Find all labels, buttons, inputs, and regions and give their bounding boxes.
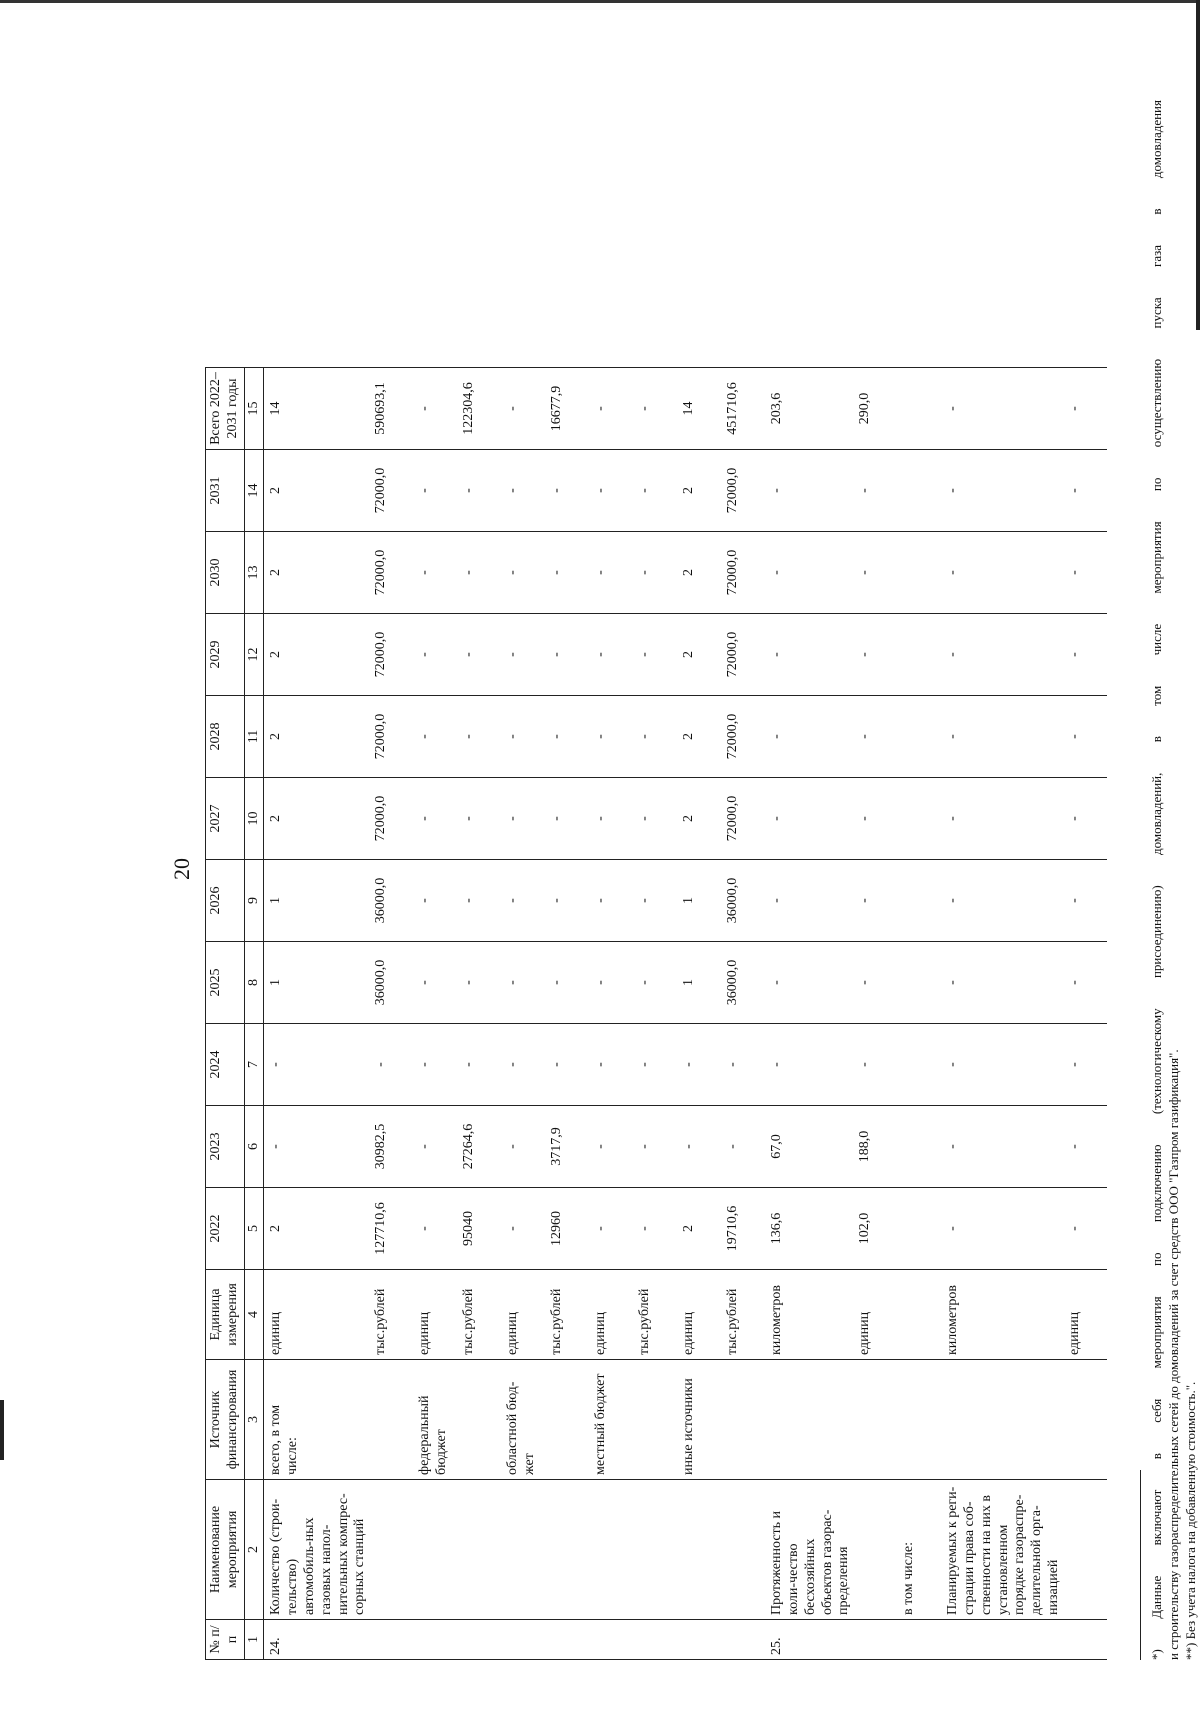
row-number <box>545 1620 589 1660</box>
row-funding-source: иные источники <box>677 1360 721 1480</box>
row-year-value: - <box>589 696 633 778</box>
row-year-value: - <box>413 1188 457 1270</box>
column-index: 11 <box>244 696 264 778</box>
footnote-2: **) Без учета налога на добавленную стоимость.". <box>1183 1381 1198 1660</box>
table-row <box>853 368 897 1660</box>
row-year-value: - <box>457 1024 501 1106</box>
header-year: 2022 <box>206 1188 245 1270</box>
row-number <box>501 1620 545 1660</box>
row-year-value: - <box>853 778 897 860</box>
row-year-value: - <box>853 942 897 1024</box>
row-year-value: 36000,0 <box>369 942 413 1024</box>
row-year-value: 36000,0 <box>721 860 765 942</box>
row-year-value: 72000,0 <box>369 450 413 532</box>
row-year-value: - <box>633 532 677 614</box>
row-total: 14 <box>677 368 721 450</box>
row-year-value: - <box>633 1188 677 1270</box>
row-funding-source <box>633 1360 677 1480</box>
header-row <box>206 368 245 1660</box>
row-funding-source: местный бюджет <box>589 1360 633 1480</box>
row-year-value: 72000,0 <box>721 532 765 614</box>
row-year-value: - <box>457 778 501 860</box>
row-year-value: - <box>545 450 589 532</box>
row-year-value: - <box>941 1024 1063 1106</box>
column-index-row <box>244 368 264 1660</box>
row-activity-name <box>721 1480 765 1620</box>
table-row <box>941 368 1063 1660</box>
row-activity-name <box>545 1480 589 1620</box>
row-number <box>633 1620 677 1660</box>
row-year-value: 3717,9 <box>545 1106 589 1188</box>
column-index: 8 <box>244 942 264 1024</box>
row-activity-name: в том числе: <box>897 1480 941 1620</box>
row-activity-name <box>457 1480 501 1620</box>
row-number <box>1063 1620 1107 1660</box>
row-year-value: 127710,6 <box>369 1188 413 1270</box>
row-year-value: - <box>413 1024 457 1106</box>
row-year-value: - <box>413 696 457 778</box>
row-year-value: - <box>545 860 589 942</box>
row-number <box>677 1620 721 1660</box>
row-year-value: 72000,0 <box>721 778 765 860</box>
program-table <box>205 367 1107 1660</box>
row-activity-name <box>1063 1480 1107 1620</box>
table-row <box>545 368 589 1660</box>
row-year-value: 1 <box>264 860 369 942</box>
table-row <box>633 368 677 1660</box>
row-year-value: 2 <box>677 532 721 614</box>
column-index: 6 <box>244 1106 264 1188</box>
header-year: 2023 <box>206 1106 245 1188</box>
row-year-value: - <box>677 1106 721 1188</box>
row-year-value <box>897 1106 941 1188</box>
row-year-value: - <box>1063 1024 1107 1106</box>
row-activity-name: Планируемых к реги-страции права соб-ственности на них в установленном порядке газораспре-делительной орга-низацией <box>941 1480 1063 1620</box>
row-year-value: 67,0 <box>765 1106 853 1188</box>
row-year-value: 1 <box>264 942 369 1024</box>
table-row <box>765 368 853 1660</box>
row-number: 24. <box>264 1620 369 1660</box>
row-total: - <box>1063 368 1107 450</box>
row-number <box>897 1620 941 1660</box>
row-year-value: - <box>501 614 545 696</box>
row-unit: тыс.рублей <box>721 1270 765 1360</box>
row-year-value: - <box>633 1106 677 1188</box>
row-year-value: - <box>941 942 1063 1024</box>
row-year-value: - <box>633 1024 677 1106</box>
row-year-value: - <box>545 532 589 614</box>
row-year-value: - <box>633 778 677 860</box>
row-year-value: 95040 <box>457 1188 501 1270</box>
row-year-value <box>897 942 941 1024</box>
row-unit: единиц <box>501 1270 545 1360</box>
row-year-value: - <box>633 450 677 532</box>
column-index: 7 <box>244 1024 264 1106</box>
row-year-value: - <box>457 450 501 532</box>
row-activity-name <box>853 1480 897 1620</box>
row-year-value: - <box>501 696 545 778</box>
row-year-value: - <box>721 1106 765 1188</box>
row-unit: тыс.рублей <box>369 1270 413 1360</box>
row-year-value: - <box>677 1024 721 1106</box>
column-index: 13 <box>244 532 264 614</box>
row-activity-name <box>633 1480 677 1620</box>
scan-edge-top <box>0 0 1200 3</box>
row-year-value: 36000,0 <box>369 860 413 942</box>
table-row <box>501 368 545 1660</box>
row-year-value: - <box>589 860 633 942</box>
row-year-value: - <box>264 1106 369 1188</box>
row-year-value: - <box>413 942 457 1024</box>
column-index: 3 <box>244 1360 264 1480</box>
row-total: 203,6 <box>765 368 853 450</box>
row-year-value: - <box>941 1188 1063 1270</box>
row-year-value: - <box>633 696 677 778</box>
row-year-value: - <box>941 778 1063 860</box>
rotated-document <box>165 55 1200 1660</box>
header-year: 2029 <box>206 614 245 696</box>
row-total: 290,0 <box>853 368 897 450</box>
row-year-value: - <box>545 696 589 778</box>
table-row <box>1063 368 1107 1660</box>
row-year-value: 19710,6 <box>721 1188 765 1270</box>
row-number <box>853 1620 897 1660</box>
row-year-value: - <box>853 450 897 532</box>
row-total: - <box>633 368 677 450</box>
row-year-value: - <box>501 450 545 532</box>
row-year-value: - <box>1063 532 1107 614</box>
row-total: 14 <box>264 368 369 450</box>
row-year-value: - <box>545 778 589 860</box>
row-funding-source <box>765 1360 853 1480</box>
row-unit: единиц <box>1063 1270 1107 1360</box>
row-year-value: 188,0 <box>853 1106 897 1188</box>
row-year-value: - <box>457 532 501 614</box>
row-activity-name: Протяженность и коли-чество бесхозяйных объектов газорас-пределения <box>765 1480 853 1620</box>
column-index: 14 <box>244 450 264 532</box>
row-year-value <box>897 1024 941 1106</box>
row-year-value: - <box>1063 778 1107 860</box>
table-row <box>589 368 633 1660</box>
row-year-value: - <box>853 614 897 696</box>
header-num: № п/п <box>206 1620 245 1660</box>
table-body <box>264 368 1107 1660</box>
row-year-value: 2 <box>677 778 721 860</box>
row-year-value: - <box>1063 942 1107 1024</box>
footnote-separator <box>1140 1470 1141 1660</box>
header-year: 2031 <box>206 450 245 532</box>
row-year-value: 27264,6 <box>457 1106 501 1188</box>
row-funding-source <box>897 1360 941 1480</box>
row-number <box>589 1620 633 1660</box>
row-funding-source: областной бюд-жет <box>501 1360 545 1480</box>
row-unit: единиц <box>853 1270 897 1360</box>
column-index: 4 <box>244 1270 264 1360</box>
row-year-value: - <box>457 614 501 696</box>
row-year-value: - <box>589 942 633 1024</box>
row-year-value: - <box>765 942 853 1024</box>
row-year-value: - <box>501 1188 545 1270</box>
row-year-value: 2 <box>264 450 369 532</box>
row-year-value: - <box>1063 860 1107 942</box>
row-year-value <box>897 450 941 532</box>
header-year: 2028 <box>206 696 245 778</box>
row-year-value: - <box>765 696 853 778</box>
row-year-value: 102,0 <box>853 1188 897 1270</box>
row-funding-source <box>1063 1360 1107 1480</box>
row-total: 16677,9 <box>545 368 589 450</box>
row-year-value <box>897 860 941 942</box>
table-row <box>413 368 457 1660</box>
row-year-value: - <box>589 1024 633 1106</box>
row-year-value: - <box>633 860 677 942</box>
row-year-value: - <box>589 614 633 696</box>
row-unit: километров <box>765 1270 853 1360</box>
row-year-value: - <box>1063 614 1107 696</box>
row-year-value: - <box>589 450 633 532</box>
row-funding-source <box>545 1360 589 1480</box>
row-unit: единиц <box>589 1270 633 1360</box>
row-year-value: - <box>765 1024 853 1106</box>
page-number: 20 <box>169 858 194 880</box>
row-year-value: - <box>501 778 545 860</box>
row-year-value: - <box>1063 1188 1107 1270</box>
row-year-value: 72000,0 <box>369 532 413 614</box>
row-total: - <box>413 368 457 450</box>
row-funding-source: всего, в том числе: <box>264 1360 369 1480</box>
table-row <box>369 368 413 1660</box>
row-unit: тыс.рублей <box>633 1270 677 1360</box>
row-year-value: - <box>941 614 1063 696</box>
header-year: 2030 <box>206 532 245 614</box>
row-year-value: 1 <box>677 860 721 942</box>
column-index: 1 <box>244 1620 264 1660</box>
row-total: 451710,6 <box>721 368 765 450</box>
row-year-value: 72000,0 <box>721 614 765 696</box>
row-year-value <box>897 1188 941 1270</box>
row-number <box>369 1620 413 1660</box>
row-funding-source <box>853 1360 897 1480</box>
row-year-value: - <box>501 942 545 1024</box>
row-year-value: - <box>853 532 897 614</box>
row-funding-source <box>721 1360 765 1480</box>
row-year-value: - <box>765 532 853 614</box>
row-unit: тыс.рублей <box>545 1270 589 1360</box>
header-unit: Единица измерения <box>206 1270 245 1360</box>
table-row <box>721 368 765 1660</box>
row-year-value: - <box>853 1024 897 1106</box>
row-year-value: 2 <box>677 1188 721 1270</box>
row-funding-source <box>457 1360 501 1480</box>
column-index: 5 <box>244 1188 264 1270</box>
row-year-value <box>897 614 941 696</box>
column-index: 2 <box>244 1480 264 1620</box>
row-year-value: 72000,0 <box>369 614 413 696</box>
row-year-value: 2 <box>264 778 369 860</box>
row-year-value: 2 <box>264 614 369 696</box>
row-year-value: - <box>765 860 853 942</box>
row-year-value: 72000,0 <box>369 778 413 860</box>
row-year-value: - <box>545 942 589 1024</box>
header-year: 2026 <box>206 860 245 942</box>
row-year-value: - <box>941 1106 1063 1188</box>
row-year-value: - <box>941 696 1063 778</box>
row-year-value: - <box>545 614 589 696</box>
row-total: 122304,6 <box>457 368 501 450</box>
footnote-1-line-2: и строительству газораспределительных сетей до домовладений за счет средств ООО "Газпром газификация". <box>1166 1049 1181 1660</box>
row-year-value: - <box>941 450 1063 532</box>
row-year-value: - <box>941 860 1063 942</box>
row-year-value: - <box>545 1024 589 1106</box>
row-year-value: 72000,0 <box>721 450 765 532</box>
row-year-value: - <box>1063 696 1107 778</box>
row-activity-name <box>589 1480 633 1620</box>
row-unit: единиц <box>264 1270 369 1360</box>
header-year: 2025 <box>206 942 245 1024</box>
row-activity-name <box>369 1480 413 1620</box>
row-year-value: - <box>589 1188 633 1270</box>
table-row <box>264 368 369 1660</box>
row-year-value: - <box>501 860 545 942</box>
row-total: 590693,1 <box>369 368 413 450</box>
row-year-value: 30982,5 <box>369 1106 413 1188</box>
row-year-value: - <box>765 450 853 532</box>
row-funding-source <box>941 1360 1063 1480</box>
row-year-value: - <box>589 1106 633 1188</box>
row-year-value: - <box>457 942 501 1024</box>
row-year-value: - <box>941 532 1063 614</box>
row-year-value: 2 <box>677 614 721 696</box>
row-year-value: 2 <box>264 696 369 778</box>
row-year-value: - <box>413 778 457 860</box>
column-index: 10 <box>244 778 264 860</box>
row-year-value: - <box>413 450 457 532</box>
row-year-value: 2 <box>677 450 721 532</box>
row-year-value: 136,6 <box>765 1188 853 1270</box>
row-year-value: - <box>369 1024 413 1106</box>
header-name: Наименование мероприятия <box>206 1480 245 1620</box>
row-year-value: - <box>633 942 677 1024</box>
row-year-value: - <box>501 1024 545 1106</box>
row-year-value: 12960 <box>545 1188 589 1270</box>
scan-edge-left <box>0 1400 4 1460</box>
column-index: 9 <box>244 860 264 942</box>
footnote-1-line-1: *) Данные включают в себя мероприятия по подключению (технологическому присоединению) домовладений, в том числе мероприятия по осуществлению пуска газа в домовладения <box>1149 100 1164 1660</box>
row-activity-name <box>677 1480 721 1620</box>
row-unit: единиц <box>413 1270 457 1360</box>
header-source: Источник финансирования <box>206 1360 245 1480</box>
header-total: Всего 2022–2031 годы <box>206 368 245 450</box>
row-year-value: - <box>457 696 501 778</box>
row-year-value <box>897 778 941 860</box>
row-year-value: 72000,0 <box>369 696 413 778</box>
row-year-value: - <box>765 614 853 696</box>
row-year-value: - <box>1063 1106 1107 1188</box>
row-funding-source: федеральный бюджет <box>413 1360 457 1480</box>
row-year-value: - <box>413 860 457 942</box>
row-total: - <box>941 368 1063 450</box>
row-funding-source <box>369 1360 413 1480</box>
row-number <box>941 1620 1063 1660</box>
table-row <box>897 368 941 1660</box>
row-total: - <box>501 368 545 450</box>
row-year-value: - <box>765 778 853 860</box>
row-number <box>413 1620 457 1660</box>
row-number <box>457 1620 501 1660</box>
row-year-value: - <box>633 614 677 696</box>
row-unit: тыс.рублей <box>457 1270 501 1360</box>
row-year-value: - <box>501 1106 545 1188</box>
row-total <box>897 368 941 450</box>
row-year-value: - <box>721 1024 765 1106</box>
row-year-value: - <box>413 532 457 614</box>
row-year-value: 1 <box>677 942 721 1024</box>
row-year-value: - <box>853 860 897 942</box>
table-row <box>677 368 721 1660</box>
table-row <box>457 368 501 1660</box>
row-year-value: - <box>413 614 457 696</box>
row-number: 25. <box>765 1620 853 1660</box>
row-year-value: - <box>589 532 633 614</box>
row-activity-name <box>413 1480 457 1620</box>
row-year-value: - <box>853 696 897 778</box>
row-activity-name: Количество (строи-тельство) автомобиль-ных газовых напол-нительных компрес-сорных станций <box>264 1480 369 1620</box>
row-year-value <box>897 696 941 778</box>
row-unit: единиц <box>677 1270 721 1360</box>
row-year-value <box>897 532 941 614</box>
row-year-value: - <box>264 1024 369 1106</box>
row-activity-name <box>501 1480 545 1620</box>
row-total: - <box>589 368 633 450</box>
row-year-value: - <box>589 778 633 860</box>
row-year-value: - <box>457 860 501 942</box>
row-year-value: 2 <box>264 532 369 614</box>
row-unit <box>897 1270 941 1360</box>
row-unit: километров <box>941 1270 1063 1360</box>
header-year: 2024 <box>206 1024 245 1106</box>
column-index: 12 <box>244 614 264 696</box>
row-year-value: 36000,0 <box>721 942 765 1024</box>
row-year-value: 72000,0 <box>721 696 765 778</box>
header-year: 2027 <box>206 778 245 860</box>
row-year-value: 2 <box>264 1188 369 1270</box>
row-year-value: - <box>413 1106 457 1188</box>
row-number <box>721 1620 765 1660</box>
row-year-value: - <box>501 532 545 614</box>
row-year-value: - <box>1063 450 1107 532</box>
column-index: 15 <box>244 368 264 450</box>
row-year-value: 2 <box>677 696 721 778</box>
